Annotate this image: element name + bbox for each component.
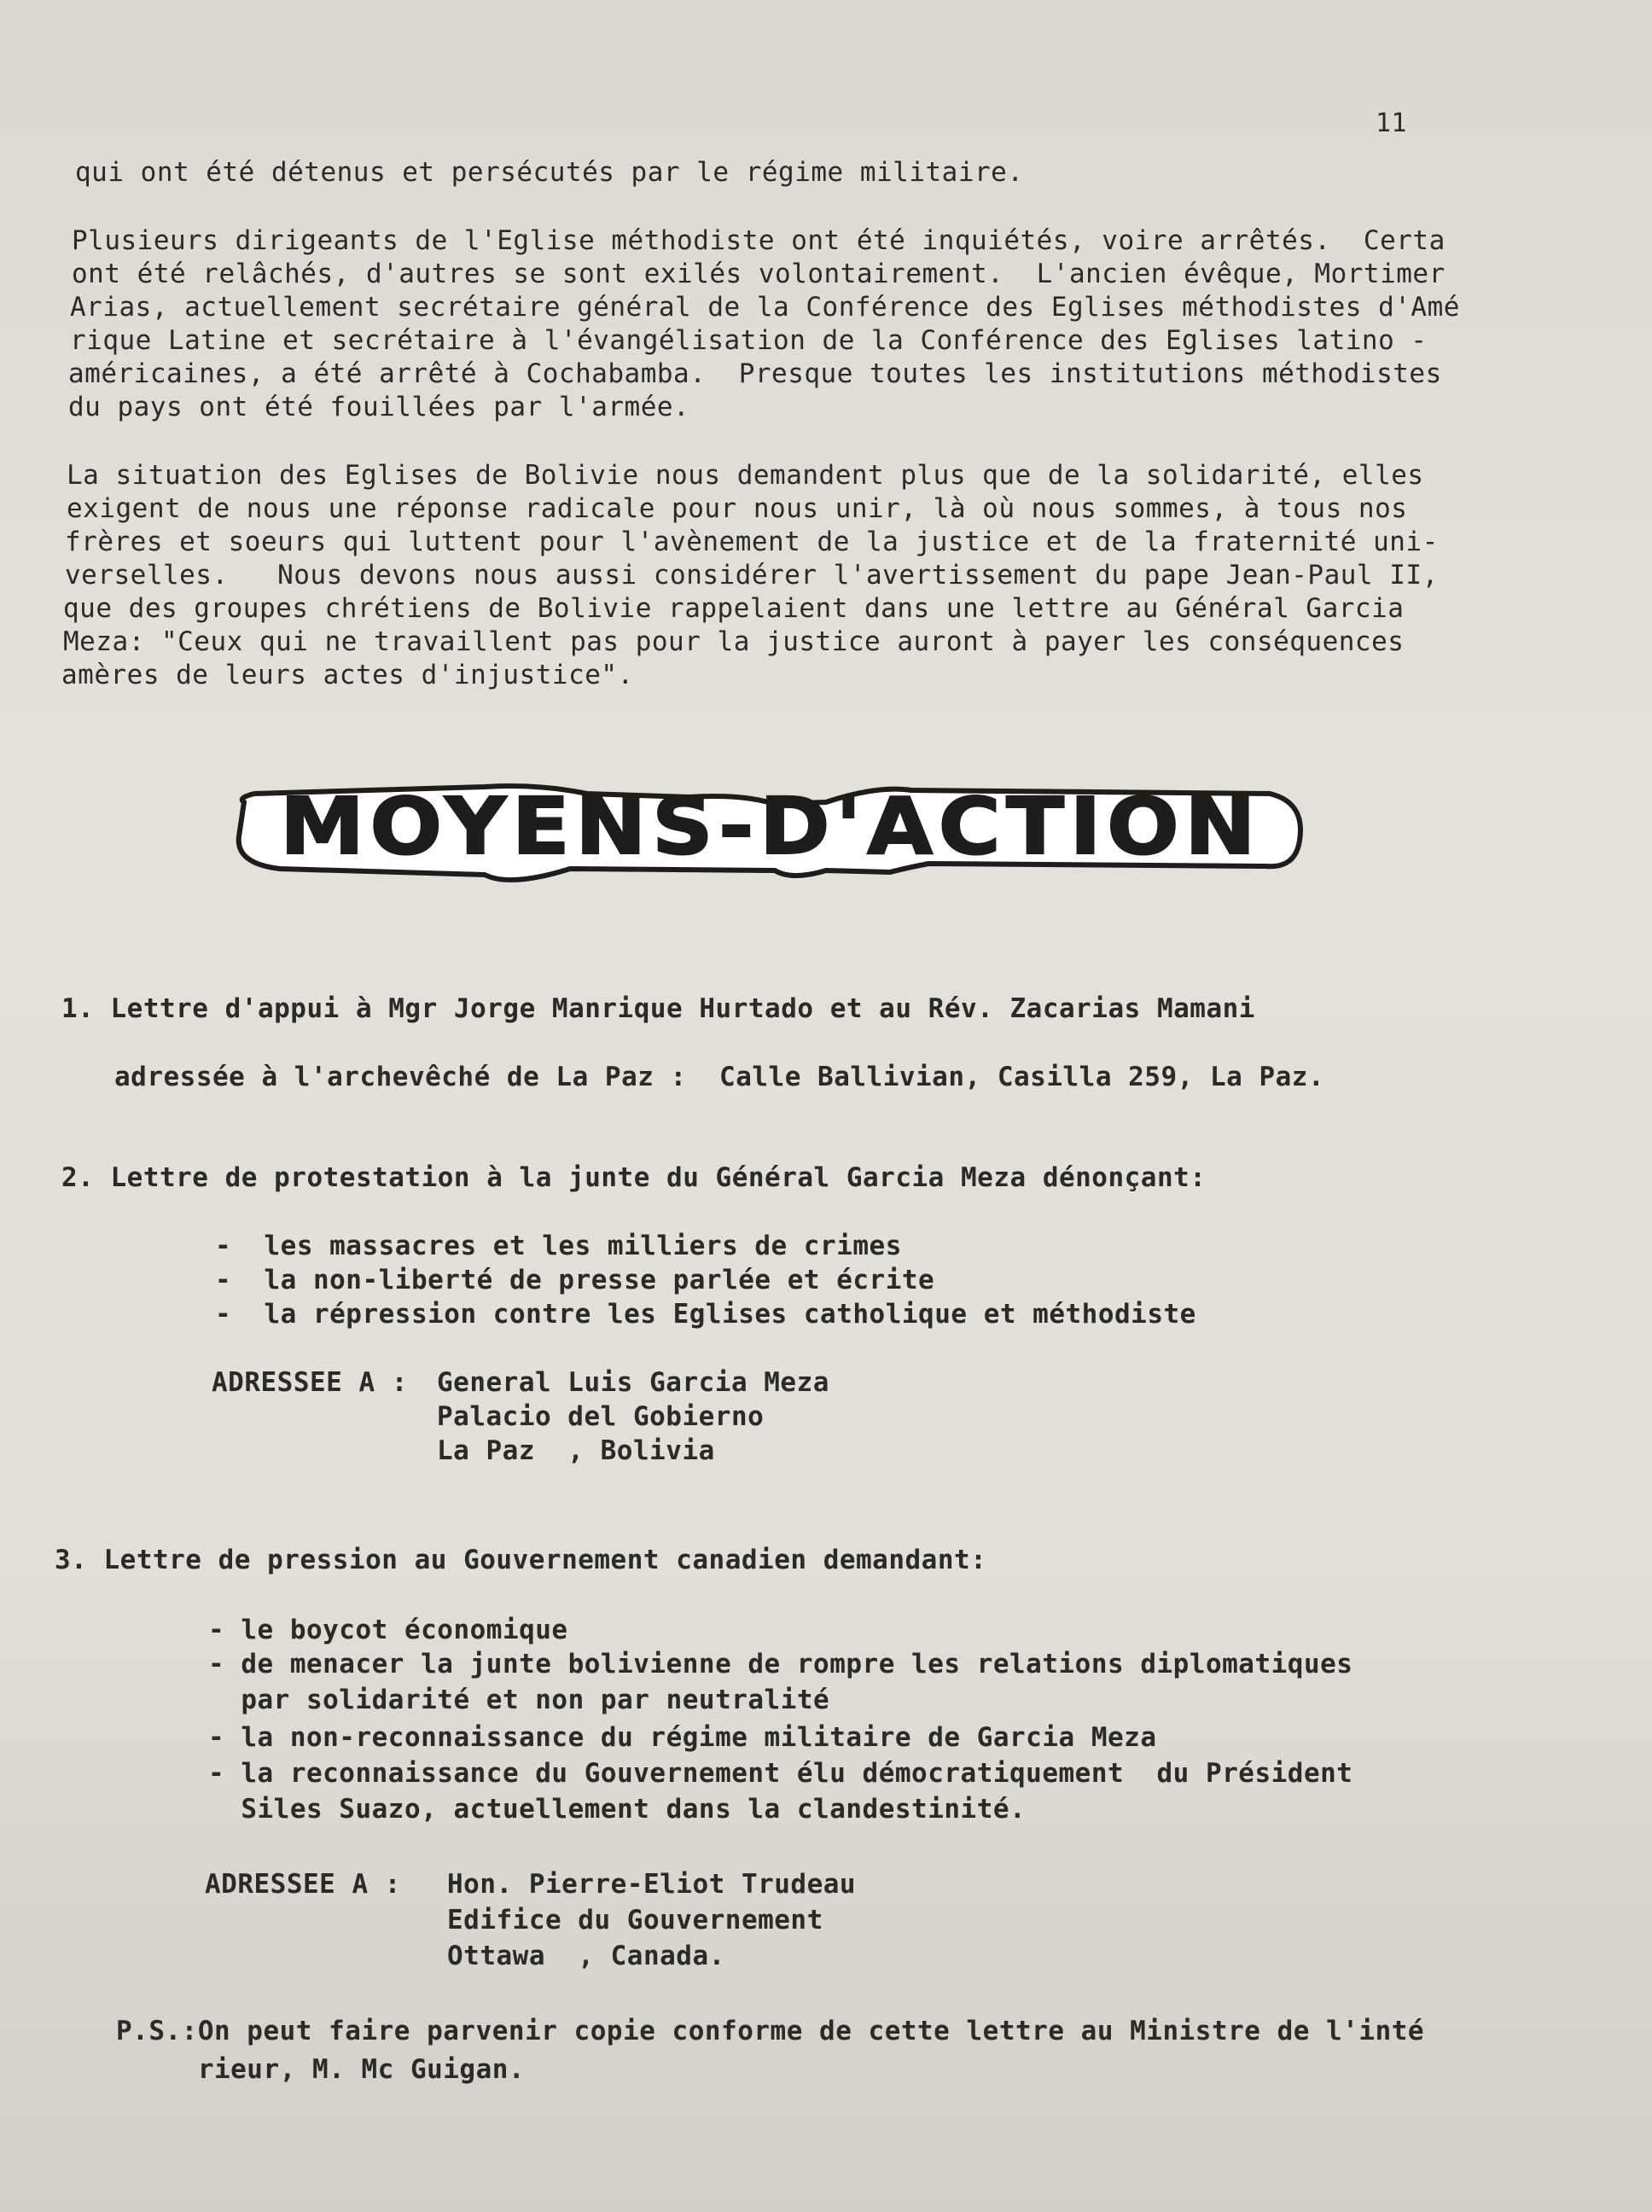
address-line: Edifice du Gouvernement xyxy=(447,1905,823,1936)
action-heading: 2. Lettre de protestation à la junte du Général Garcia Meza dénonçant: xyxy=(61,1162,1207,1193)
action-heading: 1. Lettre d'appui à Mgr Jorge Manrique Hurtado et au Rév. Zacarias Mamani xyxy=(61,993,1255,1024)
text-line: du pays ont été fouillées par l'armée. xyxy=(68,392,690,422)
text-line: rique Latine et secrétaire à l'évangélisation de la Conférence des Eglises latino - xyxy=(70,325,1428,356)
text-line: Arias, actuellement secrétaire général de la Conférence des Eglises méthodistes d'Amé xyxy=(70,292,1460,323)
text-line: américaines, a été arrêté à Cochabamba. Presque toutes les institutions méthodistes xyxy=(68,358,1442,389)
text-line: amères de leurs actes d'injustice". xyxy=(61,660,634,690)
action-address-line: adressée à l'archevêché de La Paz : Calle Ballivian, Casilla 259, La Paz. xyxy=(114,1062,1325,1092)
moyens-daction-banner xyxy=(229,768,1312,896)
address-label: ADRESSEE A : xyxy=(212,1367,408,1398)
address-line: Hon. Pierre-Eliot Trudeau xyxy=(447,1869,857,1900)
text-line: ont été relâchés, d'autres se sont exilés volontairement. L'ancien évêque, Mortimer xyxy=(72,259,1446,289)
bullet-item: - la non-reconnaissance du régime militaire de Garcia Meza xyxy=(208,1722,1157,1753)
text-line: exigent de nous une réponse radicale pour nous unir, là où nous sommes, à tous nos xyxy=(67,493,1408,524)
banner-graphic xyxy=(229,768,1312,896)
bullet-item: par solidarité et non par neutralité xyxy=(208,1685,830,1715)
bullet-item: Siles Suazo, actuellement dans la clandestinité. xyxy=(208,1794,1027,1825)
page-number: 11 xyxy=(1376,108,1408,138)
postscript-line: rieur, M. Mc Guigan. xyxy=(116,2054,526,2085)
text-line: Plusieurs dirigeants de l'Eglise méthodiste ont été inquiétés, voire arrêtés. Certa xyxy=(72,225,1446,256)
bullet-item: - de menacer la junte bolivienne de rompre les relations diplomatiques xyxy=(208,1649,1353,1679)
postscript-line: P.S.:On peut faire parvenir copie conforme de cette lettre au Ministre de l'inté xyxy=(116,2016,1425,2046)
text-line: qui ont été détenus et persécutés par le régime militaire. xyxy=(75,157,1024,188)
text-line: que des groupes chrétiens de Bolivie rappelaient dans une lettre au Général Garcia xyxy=(63,593,1405,624)
text-line: frères et soeurs qui luttent pour l'avènement de la justice et de la fraternité uni- xyxy=(65,527,1439,557)
address-line: Palacio del Gobierno xyxy=(437,1401,765,1432)
address-label: ADRESSEE A : xyxy=(205,1869,401,1900)
bullet-item: - le boycot économique xyxy=(208,1615,568,1645)
address-line: Ottawa , Canada. xyxy=(447,1941,725,1971)
banner-title: MOYENS-D'ACTION xyxy=(280,781,1261,872)
action-heading: 3. Lettre de pression au Gouvernement canadien demandant: xyxy=(55,1545,987,1575)
bullet-item: - la non-liberté de presse parlée et écrite xyxy=(215,1265,935,1295)
address-line: General Luis Garcia Meza xyxy=(437,1367,829,1398)
bullet-item: - les massacres et les milliers de crimes xyxy=(215,1231,902,1261)
text-line: Meza: "Ceux qui ne travaillent pas pour la justice auront à payer les conséquences xyxy=(63,626,1405,657)
bullet-item: - la répression contre les Eglises catholique et méthodiste xyxy=(215,1299,1196,1330)
text-line: verselles. Nous devons nous aussi considérer l'avertissement du pape Jean-Paul II, xyxy=(65,560,1439,591)
bullet-item: - la reconnaissance du Gouvernement élu démocratiquement du Président xyxy=(208,1758,1353,1789)
address-line: La Paz , Bolivia xyxy=(437,1435,715,1466)
text-line: La situation des Eglises de Bolivie nous demandent plus que de la solidarité, elles xyxy=(67,460,1424,491)
